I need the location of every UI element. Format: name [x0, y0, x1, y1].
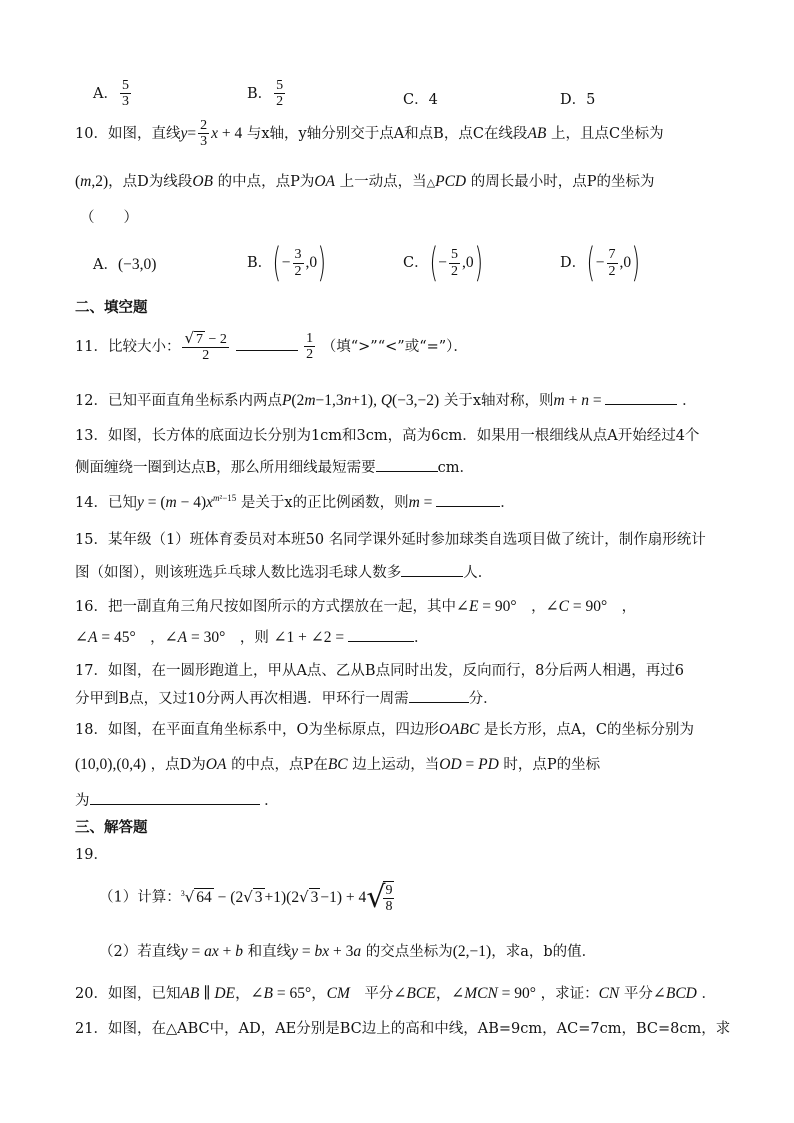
q16-line2: ∠A = 45° ，∠A = 30° ，则 ∠1 + ∠2 = ．: [75, 629, 429, 646]
q9-option-c: C．4: [403, 92, 438, 108]
q21: 21．如图，在△ABC中，AD，AE分别是BC边上的高和中线，AB=9cm，AC=7cm，BC=8cm，求: [75, 1021, 731, 1037]
q11: 11．比较大小： $\frac{√ 7 - 2}{2}$ $\frac{1}{2}$ （填“>”“<”或“=”）．: [75, 329, 468, 364]
q18-line2: (10,0),(0,4) ，点D为OA 的中点，点P在BC 边上运动，当OD = PD 时，点P的坐标: [75, 756, 601, 773]
q10-option-a: A．(−3,0): [93, 256, 157, 273]
q10-option-c: C．(− $\frac{5}{2}$ ,0): [403, 240, 483, 286]
q10-line2: (m,2)，点D为线段OB 的中点，点P为OA 上一动点，当△PCD 的周长最小时，点P的坐标为: [75, 173, 655, 190]
q13-line1: 13．如图，长方体的底面边长分别为1cm和3cm，高为6cm．如果用一根细线从点A开始经过4个: [75, 428, 700, 444]
q9-option-b: B． $\frac{5}{2}$: [247, 78, 284, 110]
q15-line2: 图（如图），则该班选乒乓球人数比选羽毛球人数多 人．: [75, 561, 492, 582]
q10-option-d: D．(− $\frac{7}{2}$ ,0): [560, 240, 641, 286]
q16-line1: 16．把一副直角三角尺按如图所示的方式摆放在一起，其中∠E = 90° ，∠C = 90° ，: [75, 598, 637, 615]
q10-answer-paren: （ ）: [80, 210, 138, 226]
q19-part2: （2）若直线y = ax + b 和直线y = bx + 3a 的交点坐标为(2,−1)，求a，b的值．: [99, 943, 597, 960]
q17-line2: 分甲到B点，又过10分两人再次相遇．甲环行一周需 分．: [75, 687, 498, 708]
q13-line2: 侧面缠绕一圈到达点B，那么所用细线最短需要 cm．: [75, 456, 474, 477]
q18-line3: 为 ．: [75, 789, 279, 810]
q14: 14．已知$y = (m - 4)x^{m^2-15}$ 是关于x的正比例函数，则m = ．: [75, 492, 515, 511]
q19-number: 19．: [75, 847, 108, 863]
q9-option-d: D．5: [560, 92, 596, 108]
section-solution-heading: 三、解答题: [75, 820, 148, 836]
q12: 12．已知平面直角坐标系内两点P(2m−1,3n+1), Q(−3,−2) 关于x轴对称，则m + n = ．: [75, 392, 697, 409]
q10-option-b: B．(− $\frac{3}{2}$ ,0): [247, 240, 327, 286]
q15-line1: 15．某年级（1）班体育委员对本班50 名同学课外延时参加球类自选项目做了统计，制作扇形统计: [75, 532, 706, 548]
q19-part1: （1）计算：$^3$√ 64 − (2√ 3 +1)(2√ 3 −1) + 4√ $\frac{9}{8}$: [99, 880, 393, 915]
q20: 20．如图，已知AB ∥ DE，∠B = 65°，CM 平分∠BCE，∠MCN = 90° ，求证：CN 平分∠BCD ．: [75, 985, 716, 1002]
section-fill-in-heading: 二、填空题: [75, 300, 148, 316]
q10-line1: 10．如图，直线y= $\frac{2}{3}$ x + 4 与x轴，y轴分别交于点A和点B，点C在线段AB 上，且点C坐标为: [75, 118, 664, 150]
q9-option-a: A． $\frac{5}{3}$: [93, 78, 129, 110]
q18-line1: 18．如图，在平面直角坐标系中，O为坐标原点，四边形OABC 是长方形，点A，C的坐标分别为: [75, 721, 694, 738]
q17-line1: 17．如图，在一圆形跑道上，甲从A点、乙从B点同时出发，反向而行，8分后两人相遇，再过6: [75, 663, 685, 679]
